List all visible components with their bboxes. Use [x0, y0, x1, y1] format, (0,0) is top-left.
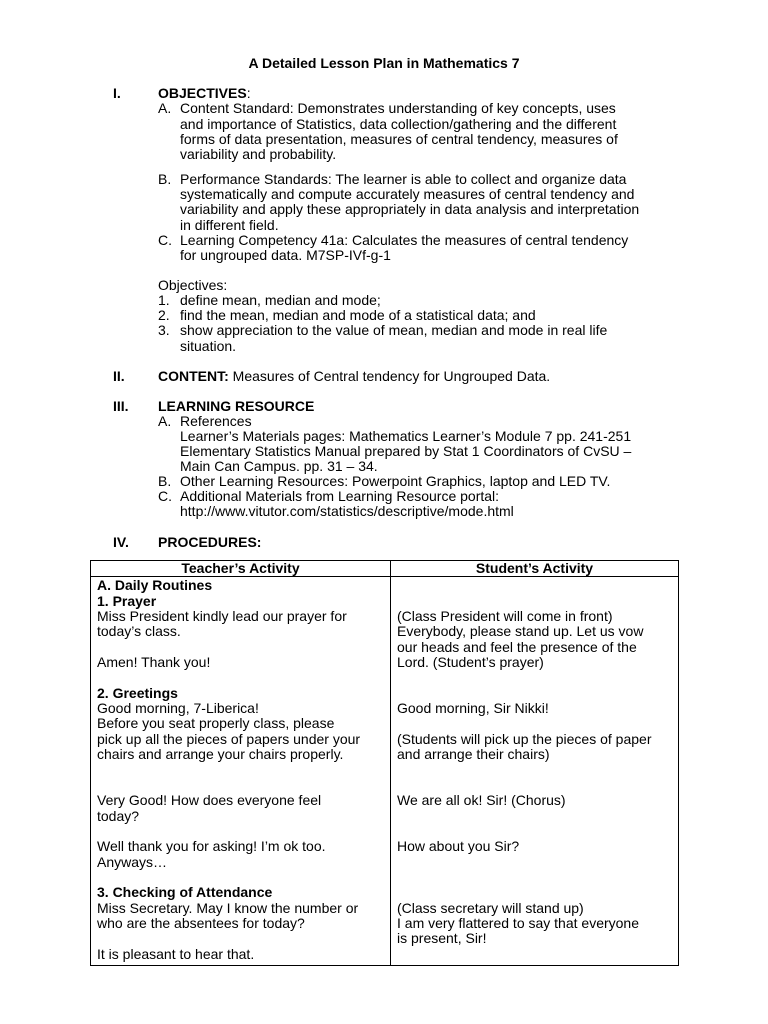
teacher-activity-line: Well thank you for asking! I’m ok too. [97, 838, 326, 855]
table-header-row [91, 561, 679, 577]
content-line: CONTENT: Measures of Central tendency for Ungrouped Data. [158, 368, 551, 384]
references-line: References [180, 413, 252, 429]
section-numeral: II. [113, 368, 125, 384]
references-line: Learner’s Materials pages: Mathematics Learner’s Module 7 pp. 241-251 [180, 428, 632, 444]
teacher-activity-line: 2. Greetings [97, 684, 178, 701]
objective-item: define mean, median and mode; [180, 292, 381, 308]
teacher-activity-line: who are the absentees for today? [97, 914, 305, 931]
teacher-activity-line: It is pleasant to hear that. [97, 945, 255, 962]
student-activity-cell [391, 577, 679, 966]
other-resources-line: Other Learning Resources: Powerpoint Graphics, laptop and LED TV. [180, 473, 611, 489]
learning-competency-line: for ungrouped data. M7SP-IVf-g-1 [180, 247, 391, 263]
student-activity-line: Good morning, Sir Nikki! [397, 700, 549, 717]
student-activity-line: Lord. (Student’s prayer) [397, 654, 544, 671]
performance-standard-line: Performance Standards: The learner is able to collect and organize data [180, 171, 627, 187]
objective-item: situation. [180, 338, 237, 354]
teacher-activity-line: 1. Prayer [97, 592, 157, 609]
item-label: C. [158, 232, 172, 248]
teacher-activity-line: Miss President kindly lead our prayer for [97, 607, 347, 624]
student-activity-line: (Students will pick up the pieces of paper [397, 730, 652, 747]
teacher-activity-line: A. Daily Routines [97, 577, 213, 594]
teacher-activity-line: Miss Secretary. May I know the number or [97, 899, 359, 916]
item-label: A. [158, 100, 172, 116]
section-heading: PROCEDURES: [158, 534, 262, 550]
content-standard-line: and importance of Statistics, data collection/gathering and the different [180, 116, 617, 132]
teacher-activity-line: Before you seat properly class, please [97, 715, 335, 732]
resource-url[interactable]: http://www.vitutor.com/statistics/descriptive/mode.html [180, 503, 514, 519]
learning-competency-line: Learning Competency 41a: Calculates the measures of central tendency [180, 232, 629, 248]
references-line: Elementary Statistics Manual prepared by Stat 1 Coordinators of CvSU – [180, 443, 632, 459]
student-activity-header: Student’s Activity [391, 561, 679, 577]
procedures-table [90, 560, 679, 966]
document-title: A Detailed Lesson Plan in Mathematics 7 [248, 55, 520, 71]
teacher-activity-line: pick up all the pieces of papers under your [97, 730, 361, 747]
teacher-activity-line: Very Good! How does everyone feel [97, 792, 322, 809]
student-activity-line: (Class President will come in front) [397, 607, 613, 624]
content-standard-line: forms of data presentation, measures of central tendency, measures of [180, 131, 618, 147]
section-heading: LEARNING RESOURCE [158, 398, 315, 414]
performance-standard-line: in different field. [180, 217, 279, 233]
content-standard-line: Content Standard: Demonstrates understanding of key concepts, uses [180, 100, 616, 116]
section-numeral: III. [113, 398, 129, 414]
teacher-activity-header: Teacher’s Activity [91, 561, 391, 577]
student-activity-line: and arrange their chairs) [397, 746, 550, 763]
section-heading: OBJECTIVES: [158, 85, 251, 101]
student-activity-line: is present, Sir! [397, 930, 487, 947]
teacher-activity-cell [91, 577, 391, 966]
teacher-activity-line: Anyways… [97, 853, 168, 870]
item-label: A. [158, 413, 172, 429]
teacher-activity-line: chairs and arrange your chairs properly. [97, 746, 344, 763]
list-number: 1. [158, 292, 170, 308]
section-numeral: IV. [113, 534, 129, 550]
item-label: B. [158, 473, 172, 489]
list-number: 2. [158, 307, 170, 323]
student-activity-line: We are all ok! Sir! (Chorus) [397, 792, 566, 809]
student-activity-line: (Class secretary will stand up) [397, 899, 584, 916]
additional-materials-line: Additional Materials from Learning Resource portal: [180, 488, 500, 504]
student-activity-line: I am very flattered to say that everyone [397, 914, 640, 931]
list-number: 3. [158, 322, 170, 338]
references-line: Main Can Campus. pp. 31 – 34. [180, 458, 378, 474]
performance-standard-line: systematically and compute accurately measures of central tendency and [180, 186, 635, 202]
student-activity-line: Everybody, please stand up. Let us vow [397, 623, 644, 640]
teacher-activity-line: 3. Checking of Attendance [97, 884, 273, 901]
section-numeral: I. [113, 85, 121, 101]
item-label: B. [158, 171, 172, 187]
student-activity-line: How about you Sir? [397, 838, 520, 855]
objective-item: find the mean, median and mode of a statistical data; and [180, 307, 536, 323]
table-row [91, 577, 679, 966]
student-activity-line: our heads and feel the presence of the [397, 638, 637, 655]
item-label: C. [158, 488, 172, 504]
teacher-activity-line: Amen! Thank you! [97, 654, 211, 671]
performance-standard-line: variability and apply these appropriately in data analysis and interpretation [180, 201, 640, 217]
teacher-activity-line: today’s class. [97, 623, 181, 640]
content-standard-line: variability and probability. [180, 146, 337, 162]
teacher-activity-line: Good morning, 7-Liberica! [97, 700, 259, 717]
teacher-activity-line: today? [97, 807, 140, 824]
objective-item: show appreciation to the value of mean, median and mode in real life [180, 322, 608, 338]
objectives-list-title: Objectives: [158, 277, 228, 293]
